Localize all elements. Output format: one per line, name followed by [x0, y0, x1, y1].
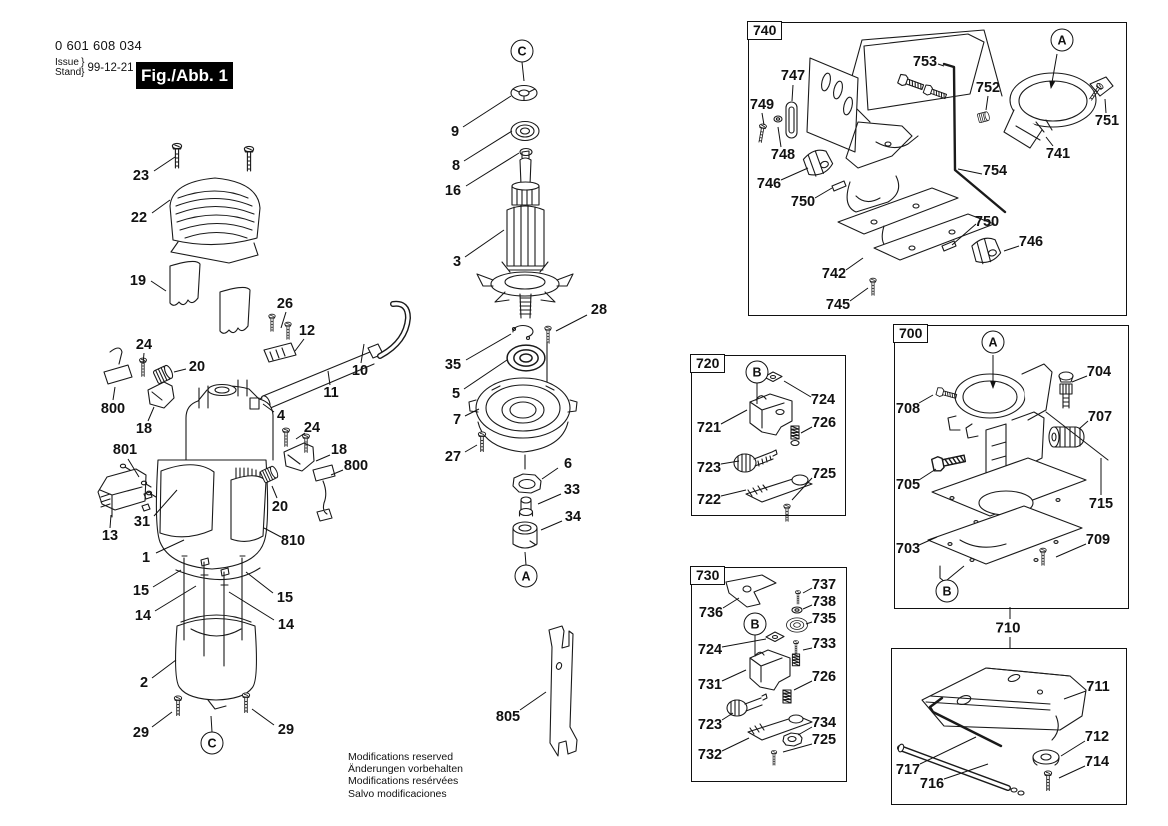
- part-label-3: 3: [452, 254, 462, 270]
- leader-line-5: [464, 360, 507, 389]
- leader-line-746: [781, 168, 808, 180]
- part-label-753: 753: [912, 54, 938, 70]
- ref-marker-B: B: [746, 361, 769, 384]
- issue-stand-labels: Issue Stand: [55, 57, 82, 78]
- connector-line: [947, 566, 964, 580]
- part-label-707: 707: [1087, 409, 1113, 425]
- leader-line-703: [919, 537, 937, 545]
- part-label-24: 24: [303, 420, 321, 436]
- leader-line-722: [721, 490, 746, 496]
- leader-line-726: [801, 427, 812, 433]
- part-label-7: 7: [452, 412, 462, 428]
- part-label-709: 709: [1085, 532, 1111, 548]
- part-label-26: 26: [276, 296, 294, 312]
- leader-line-4: [263, 404, 274, 412]
- leader-line-724: [784, 381, 811, 397]
- part-label-711: 711: [1086, 679, 1110, 695]
- part-label-725: 725: [811, 466, 837, 482]
- part-label-28: 28: [590, 302, 608, 318]
- leader-line-13: [110, 515, 111, 528]
- part-label-16: 16: [444, 183, 462, 199]
- leader-line-14: [155, 586, 196, 611]
- part-label-29: 29: [132, 725, 150, 741]
- ref-marker-B: B: [936, 580, 959, 603]
- part-label-737: 737: [811, 577, 837, 593]
- leader-line-10: [361, 344, 364, 363]
- leader-line-805: [520, 692, 546, 710]
- leader-line-24: [143, 353, 144, 364]
- part-label-19: 19: [129, 273, 147, 289]
- leader-line-705: [919, 469, 936, 480]
- ref-marker-C: C: [201, 732, 224, 755]
- part-label-801: 801: [112, 442, 138, 458]
- part-label-717: 717: [895, 762, 921, 778]
- leader-line-11: [328, 371, 330, 385]
- part-label-34: 34: [564, 509, 582, 525]
- leader-line-742: [846, 258, 863, 270]
- leader-line-29: [252, 709, 274, 725]
- part-label-703: 703: [895, 541, 921, 557]
- leader-line-14: [229, 592, 274, 620]
- leader-line-3: [465, 230, 504, 257]
- part-label-705: 705: [895, 477, 921, 493]
- leader-line-733: [803, 648, 812, 650]
- issue-stand-row: [55, 58, 142, 78]
- leader-line-737: [803, 588, 812, 593]
- leader-line-34: [541, 521, 562, 530]
- part-label-18: 18: [330, 442, 348, 458]
- part-label-724: 724: [697, 642, 723, 658]
- leader-line-752: [986, 96, 988, 110]
- leader-line-16: [466, 153, 519, 186]
- box-corner-label-730: 730: [690, 566, 725, 585]
- part-label-22: 22: [130, 210, 148, 226]
- leader-line-20: [272, 486, 277, 498]
- part-label-715: 715: [1088, 496, 1114, 512]
- group-label-710: 710: [995, 619, 1021, 637]
- figure-label: Fig./Abb. 1: [141, 65, 228, 85]
- notice-line-es: Salvo modificaciones: [348, 787, 447, 800]
- part-label-750: 750: [790, 194, 816, 210]
- leader-line-15: [153, 570, 181, 587]
- leader-line-748: [778, 127, 781, 147]
- part-label-741: 741: [1045, 146, 1071, 162]
- part-label-754: 754: [982, 163, 1008, 179]
- leader-line-738: [803, 605, 812, 609]
- notice-line-en: Modifications reserved: [348, 751, 454, 763]
- box-corner-label-700: 700: [893, 324, 928, 343]
- part-label-20: 20: [188, 359, 206, 375]
- leader-line-747: [792, 85, 793, 101]
- leader-line-723: [722, 713, 733, 720]
- leader-line-750: [952, 224, 976, 245]
- leader-line-725: [783, 744, 812, 752]
- leader-line-26: [281, 312, 286, 328]
- leader-line-29: [152, 712, 172, 727]
- leader-line-22: [152, 200, 170, 213]
- connector-line: [525, 552, 526, 565]
- leader-line-749: [762, 113, 764, 125]
- leader-line-704: [1072, 376, 1087, 382]
- leader-line-800: [331, 470, 343, 475]
- part-label-10: 10: [351, 363, 369, 379]
- leader-line-741: [1046, 137, 1053, 146]
- leader-line-732: [722, 738, 749, 751]
- part-label-750: 750: [974, 214, 1000, 230]
- part-label-12: 12: [298, 323, 316, 339]
- part-label-723: 723: [697, 717, 723, 733]
- part-number: 0 601 608 034: [55, 38, 143, 53]
- part-label-723: 723: [696, 460, 722, 476]
- leader-line-746: [1004, 246, 1019, 251]
- connector-line: [522, 62, 524, 81]
- part-label-4: 4: [276, 408, 286, 424]
- part-label-751: 751: [1094, 113, 1120, 129]
- part-label-805: 805: [495, 709, 521, 725]
- leader-line-707: [1079, 421, 1088, 429]
- part-label-736: 736: [698, 605, 724, 621]
- part-label-20: 20: [271, 499, 289, 515]
- leader-line-9: [463, 96, 511, 127]
- leader-line-753: [938, 64, 944, 66]
- part-label-734: 734: [811, 715, 837, 731]
- leader-line-716: [944, 764, 988, 779]
- part-label-735: 735: [811, 611, 837, 627]
- part-label-11: 11: [323, 385, 339, 401]
- part-label-5: 5: [451, 386, 461, 402]
- leader-line-20: [174, 369, 186, 372]
- issue-date: 99-12-21: [87, 62, 134, 74]
- leader-line-717: [920, 737, 976, 764]
- leader-line-736: [723, 598, 739, 608]
- part-label-2: 2: [139, 675, 149, 691]
- part-label-746: 746: [1018, 234, 1044, 250]
- part-label-724: 724: [810, 392, 836, 408]
- leader-line-23: [154, 157, 175, 171]
- leader-line-745: [850, 288, 868, 301]
- notice-line-fr: Modifications resérvées: [348, 775, 459, 788]
- part-label-748: 748: [770, 147, 796, 163]
- leader-line-801: [128, 459, 139, 477]
- part-label-733: 733: [811, 636, 837, 652]
- ref-marker-A: A: [982, 331, 1005, 354]
- leader-line-709: [1056, 544, 1086, 557]
- brace-glyphs: } }: [81, 57, 85, 78]
- part-label-742: 742: [821, 266, 847, 282]
- part-label-725: 725: [811, 732, 837, 748]
- leader-line-734: [798, 727, 812, 735]
- leader-line-33: [538, 494, 561, 504]
- ref-marker-A: A: [1051, 29, 1074, 52]
- part-label-704: 704: [1086, 364, 1112, 380]
- leader-line-31: [154, 490, 177, 516]
- ref-marker-A: A: [515, 565, 538, 588]
- connector-line: [211, 716, 212, 732]
- leader-line-726: [794, 681, 812, 690]
- leader-line-28: [556, 315, 587, 331]
- part-label-14: 14: [277, 617, 295, 633]
- leader-line-18: [316, 455, 330, 461]
- leader-line-723: [721, 461, 739, 464]
- part-label-745: 745: [825, 297, 851, 313]
- leader-line-18: [148, 407, 154, 421]
- leader-line-751: [1105, 99, 1106, 113]
- leader-line-721: [721, 410, 747, 424]
- part-label-731: 731: [697, 677, 723, 693]
- part-label-749: 749: [749, 97, 775, 113]
- leader-line-750: [815, 188, 832, 198]
- part-label-31: 31: [133, 514, 151, 530]
- leader-line-35: [466, 334, 511, 360]
- document-header: [55, 38, 142, 78]
- part-label-738: 738: [811, 594, 837, 610]
- leader-line-12: [295, 339, 304, 351]
- part-label-15: 15: [276, 590, 294, 606]
- leader-line-810: [264, 528, 281, 537]
- part-label-33: 33: [563, 482, 581, 498]
- notice-line-de: Änderungen vorbehalten: [348, 763, 464, 776]
- ref-marker-C: C: [511, 40, 534, 63]
- part-label-712: 712: [1084, 729, 1110, 745]
- part-label-24: 24: [135, 337, 153, 353]
- part-label-747: 747: [780, 68, 806, 84]
- part-label-23: 23: [132, 168, 150, 184]
- modifications-notice: [348, 751, 463, 800]
- part-label-721: 721: [696, 420, 722, 436]
- leader-line-754: [958, 169, 982, 174]
- leader-line-27: [465, 445, 477, 452]
- part-label-27: 27: [444, 449, 462, 465]
- leader-line-725: [792, 478, 812, 500]
- part-label-35: 35: [444, 357, 462, 373]
- leader-line-7: [465, 409, 479, 416]
- part-label-708: 708: [895, 401, 921, 417]
- leader-line-2: [152, 660, 176, 678]
- part-label-29: 29: [277, 722, 295, 738]
- part-label-800: 800: [343, 458, 369, 474]
- leader-line-6: [542, 468, 558, 479]
- part-label-722: 722: [696, 492, 722, 508]
- leader-line-8: [464, 131, 512, 161]
- part-label-18: 18: [135, 421, 153, 437]
- part-label-9: 9: [450, 124, 460, 140]
- leader-line-712: [1061, 741, 1085, 756]
- part-label-732: 732: [697, 747, 723, 763]
- leader-line-724: [722, 639, 766, 647]
- direction-arrow: [1051, 54, 1057, 88]
- figure-label-box: [136, 62, 233, 89]
- leader-line-1: [156, 540, 184, 553]
- part-label-746: 746: [756, 176, 782, 192]
- leader-line-19: [151, 281, 166, 291]
- part-label-1: 1: [141, 550, 151, 566]
- part-label-752: 752: [975, 80, 1001, 96]
- box-corner-label-740: 740: [747, 21, 782, 40]
- leader-line-708: [919, 395, 933, 403]
- leader-line-800: [113, 387, 115, 400]
- ref-marker-B: B: [744, 613, 767, 636]
- leader-line-714: [1059, 766, 1085, 778]
- part-label-810: 810: [280, 533, 306, 549]
- leader-line-15: [246, 572, 273, 593]
- box-corner-label-720: 720: [690, 354, 725, 373]
- part-label-716: 716: [919, 776, 945, 792]
- part-label-726: 726: [811, 669, 837, 685]
- part-label-6: 6: [563, 456, 573, 472]
- part-label-800: 800: [100, 401, 126, 417]
- part-label-13: 13: [101, 528, 119, 544]
- leader-line-711: [1064, 691, 1086, 699]
- part-label-15: 15: [132, 583, 150, 599]
- part-label-726: 726: [811, 415, 837, 431]
- part-label-14: 14: [134, 608, 152, 624]
- part-label-8: 8: [451, 158, 461, 174]
- part-label-714: 714: [1084, 754, 1110, 770]
- leader-line-731: [722, 670, 746, 681]
